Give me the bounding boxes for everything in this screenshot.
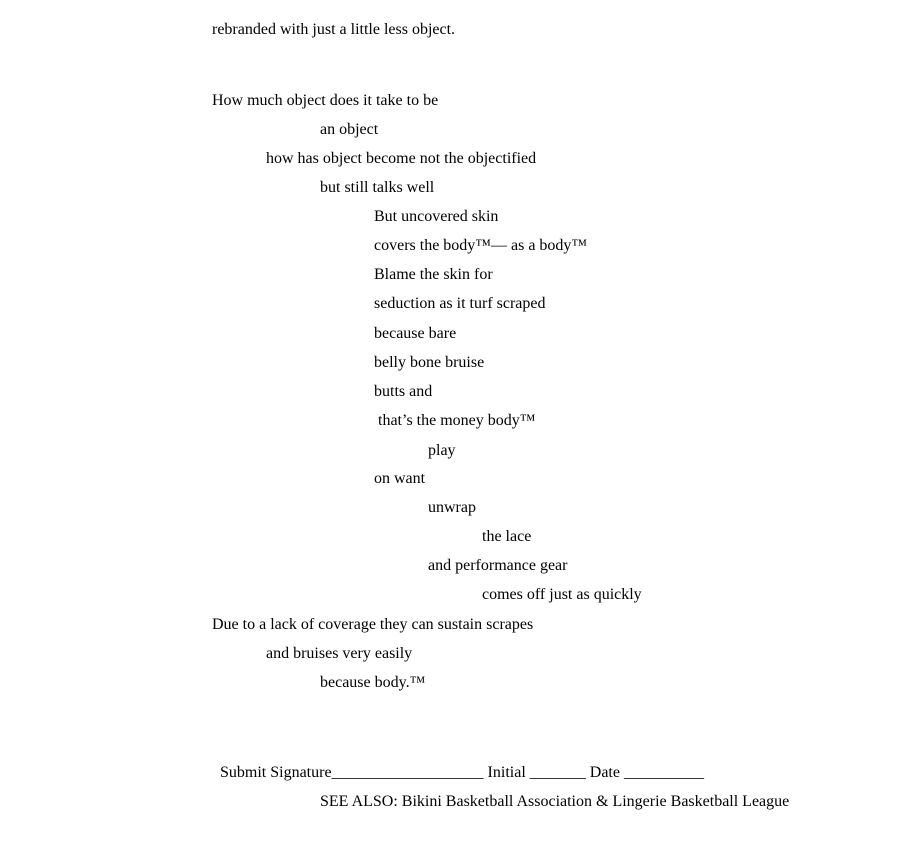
- poem-line: comes off just as quickly: [482, 586, 642, 603]
- poem-line: because body.™: [320, 674, 426, 691]
- poem-line: the lace: [482, 528, 532, 545]
- opening-line: rebranded with just a little less object.: [212, 21, 456, 38]
- poem-line: covers the body™— as a body™: [374, 237, 588, 254]
- poem-line: How much object does it take to be: [212, 92, 439, 109]
- poem-line: But uncovered skin: [374, 208, 499, 225]
- poem-line: an object: [320, 121, 379, 138]
- poem-line: belly bone bruise: [374, 354, 485, 371]
- poem-line: because bare: [374, 325, 457, 342]
- poem-line: but still talks well: [320, 179, 435, 196]
- see-also-line: SEE ALSO: Bikini Basketball Association & Lingerie Basketball League: [320, 793, 790, 810]
- poem-line: and bruises very easily: [266, 645, 413, 662]
- poem-line: unwrap: [428, 499, 476, 516]
- poem-line: butts and: [374, 383, 433, 400]
- poem-line: how has object become not the objectified: [266, 150, 537, 167]
- poem-line: and performance gear: [428, 557, 568, 574]
- poem-line: Due to a lack of coverage they can sustain scrapes: [212, 616, 534, 633]
- poem-line: play: [428, 442, 456, 459]
- poem-line: on want: [374, 470, 426, 487]
- poem-line: Blame the skin for: [374, 266, 493, 283]
- poem-line: that’s the money body™: [378, 412, 536, 429]
- signature-line: Submit Signature___________________ Initial _______ Date __________: [220, 764, 704, 781]
- poem-line: seduction as it turf scraped: [374, 295, 546, 312]
